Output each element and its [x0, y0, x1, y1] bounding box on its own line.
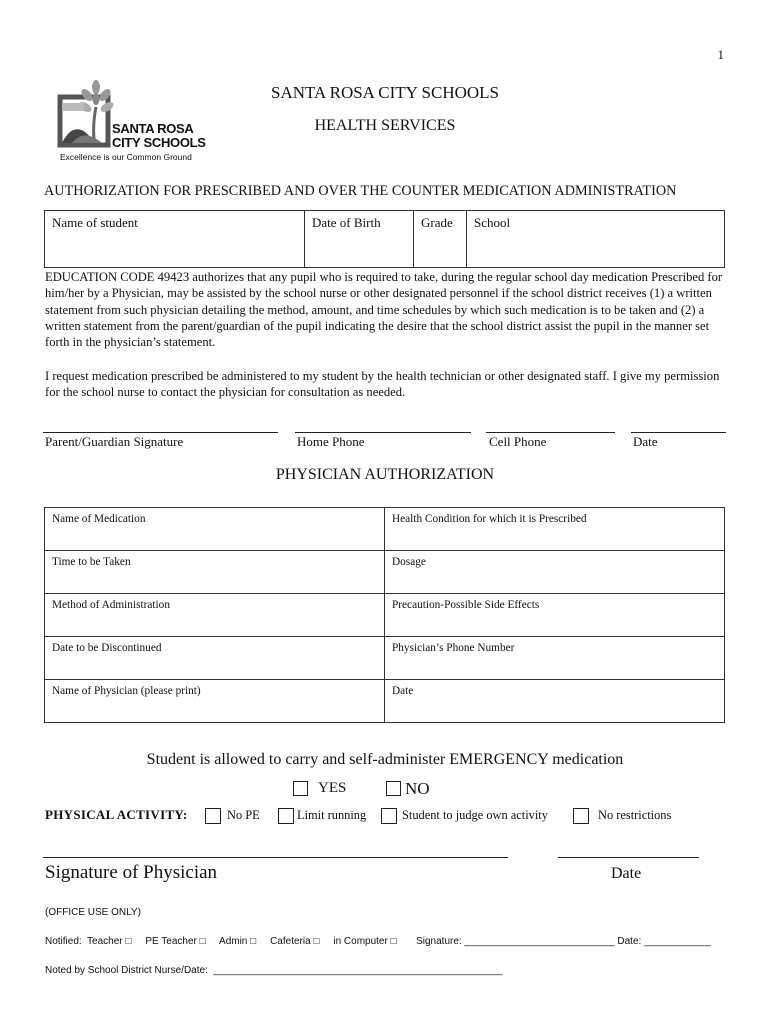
table-row: [45, 508, 725, 551]
student-name-field[interactable]: [45, 211, 305, 268]
emergency-no-label: NO: [405, 779, 430, 798]
table-row: [45, 594, 725, 637]
physician-phone-field[interactable]: [385, 637, 725, 680]
side-effects-label: Precaution-Possible Side Effects: [392, 599, 540, 611]
emergency-yes-label: YES: [318, 780, 347, 796]
physician-phone-label: Physician’s Phone Number: [392, 642, 515, 654]
physician-name-label: Name of Physician (please print): [52, 685, 201, 697]
limit-running-checkbox[interactable]: [278, 808, 294, 824]
medication-name-field[interactable]: [45, 508, 385, 551]
time-to-be-taken-field[interactable]: [45, 551, 385, 594]
time-to-be-taken-label: Time to be Taken: [52, 556, 131, 568]
parent-signature-line[interactable]: [43, 432, 278, 433]
district-title: SANTA ROSA CITY SCHOOLS: [270, 83, 500, 102]
physician-table-date-label: Date: [392, 685, 414, 697]
form-title: AUTHORIZATION FOR PRESCRIBED AND OVER THE COUNTER MEDICATION ADMINISTRATION: [44, 183, 677, 199]
logo-tagline: Excellence is our Common Ground: [60, 152, 192, 162]
physician-authorization-table: [44, 507, 725, 723]
grade-label: Grade: [421, 215, 453, 230]
health-condition-field[interactable]: [385, 508, 725, 551]
no-pe-label: No PE: [227, 808, 260, 822]
parent-date-line[interactable]: [631, 432, 726, 433]
dosage-field[interactable]: [385, 551, 725, 594]
cell-phone-label: Cell Phone: [489, 434, 547, 449]
physician-name-field[interactable]: [45, 680, 385, 723]
physician-signature-line[interactable]: [43, 857, 508, 858]
student-name-label: Name of student: [52, 215, 138, 230]
no-restrictions-label: No restrictions: [598, 808, 672, 822]
logo-name-line2: CITY SCHOOLS: [112, 135, 206, 150]
department-title: HEALTH SERVICES: [314, 117, 456, 134]
student-judge-label: Student to judge own activity: [402, 808, 548, 822]
side-effects-field[interactable]: [385, 594, 725, 637]
school-label: School: [474, 215, 511, 230]
emergency-medication-statement: Student is allowed to carry and self-administer EMERGENCY medication: [146, 751, 624, 768]
grade-field[interactable]: [414, 211, 467, 268]
page-number: 1: [717, 47, 724, 62]
office-use-label: (OFFICE USE ONLY): [45, 907, 141, 918]
date-of-birth-field[interactable]: [305, 211, 414, 268]
table-row: [45, 551, 725, 594]
emergency-yes-checkbox[interactable]: [293, 781, 308, 796]
physician-date-line[interactable]: [558, 857, 699, 858]
student-judge-checkbox[interactable]: [381, 808, 397, 824]
limit-running-label: Limit running: [297, 808, 367, 822]
date-discontinued-field[interactable]: [45, 637, 385, 680]
home-phone-label: Home Phone: [297, 434, 365, 449]
physician-authorization-heading: PHYSICIAN AUTHORIZATION: [275, 466, 495, 483]
medication-name-label: Name of Medication: [52, 513, 146, 525]
table-row: [45, 637, 725, 680]
date-discontinued-label: Date to be Discontinued: [52, 642, 162, 654]
date-of-birth-label: Date of Birth: [312, 215, 381, 230]
school-field[interactable]: [467, 211, 725, 268]
emergency-no-checkbox[interactable]: [386, 781, 401, 796]
parent-signature-label: Parent/Guardian Signature: [45, 434, 184, 449]
request-paragraph: I request medication prescribed be administered to my student by the health technician or other designated staff. I give my permission for the school nurse to contact the physician for consultation as needed.: [45, 369, 720, 400]
cell-phone-line[interactable]: [486, 432, 615, 433]
parent-date-label: Date: [633, 434, 658, 449]
method-of-administration-field[interactable]: [45, 594, 385, 637]
health-condition-label: Health Condition for which it is Prescribed: [392, 513, 587, 525]
method-of-administration-label: Method of Administration: [52, 599, 170, 611]
notified-line: Notified: Teacher □ PE Teacher □ Admin □ Cafeteria □ in Computer □ Signature: ___________________________ Date: ____________: [45, 936, 711, 947]
physician-date-label: Date: [611, 865, 642, 882]
home-phone-line[interactable]: [295, 432, 471, 433]
table-row: [45, 680, 725, 723]
logo-name-line1: SANTA ROSA: [112, 121, 194, 136]
physical-activity-label: PHYSICAL ACTIVITY:: [45, 807, 188, 822]
no-restrictions-checkbox[interactable]: [573, 808, 589, 824]
student-info-table: [44, 210, 725, 268]
nurse-noted-line: Noted by School District Nurse/Date: ____________________________________________________: [45, 965, 503, 976]
no-pe-checkbox[interactable]: [205, 808, 221, 824]
dosage-label: Dosage: [392, 556, 426, 568]
physician-table-date-field[interactable]: [385, 680, 725, 723]
education-code-paragraph: EDUCATION CODE 49423 authorizes that any pupil who is required to take, during the regular school day medication Prescribed for him/her by a Physician, may be assisted by the school nurse or other designated personnel if the school district receives (1) a written statement from such physician detailing the method, amount, and time schedules by which such medication is to be taken and (2) a written statement from the parent/guardian of the pupil indicating the desire that the school district assist the pupil in the manner set forth in the physician’s statement.: [45, 270, 723, 350]
physician-signature-label: Signature of Physician: [45, 862, 218, 883]
